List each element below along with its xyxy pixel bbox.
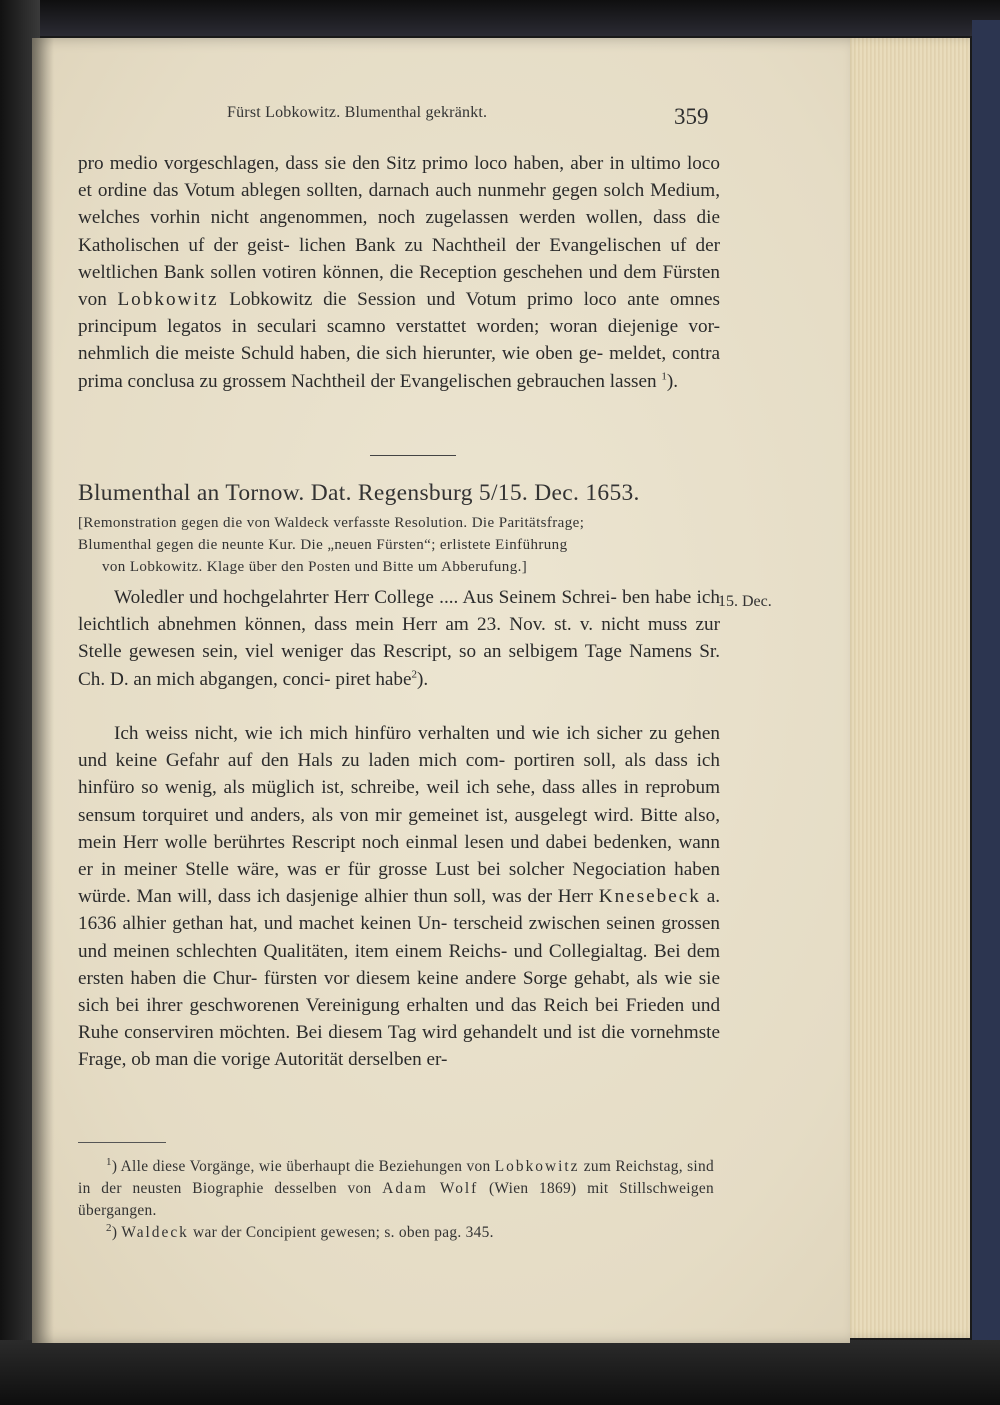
text-line: und Ruhe conserviren möchten. Bei diesem Tag wird gehandelt und — [78, 995, 721, 1044]
text-line: meldet, contra prima conclusa zu grossem Nachtheil der Evangelischen — [78, 343, 720, 392]
text-line: haben würde. Man will, dass ich dasjenige alhier thun soll, was der — [78, 859, 720, 908]
footnotes — [78, 1156, 714, 1244]
footnote-text: war der Concipient gewesen; s. oben pag. 345. — [193, 1224, 494, 1241]
book-cover-right — [972, 20, 1000, 1350]
text-line: weil ich sehe, dass alles in reprobum sensum torquiret und anders, — [78, 777, 720, 826]
text-end: ). — [417, 668, 429, 690]
text-line: nunmehr gegen solch Medium, welches vorhin nicht angenommen, — [78, 180, 720, 229]
text-line: noch zugelassen werden wollen, dass die Katholischen uf der geist- — [78, 207, 720, 256]
letter-abstract — [78, 512, 724, 578]
footnote-divider — [78, 1142, 166, 1143]
footnote-text: ) — [111, 1224, 118, 1241]
text-line: nehmlich die meiste Schuld haben, die sich hierunter, wie oben ge- — [78, 343, 604, 365]
letter-heading: Blumenthal an Tornow. Dat. Regensburg 5/15. Dec. 1653. — [78, 480, 640, 506]
footnote-ref: 2 — [411, 668, 418, 681]
footnote-marker: 1 — [106, 1155, 112, 1168]
text-line: als von mir gemeinet ist, ausgelegt wird. Bitte also, mein Herr wolle — [78, 804, 720, 853]
footnote-1 — [78, 1156, 714, 1222]
text-end: ). — [666, 370, 679, 392]
spaced-name: Adam Wolf — [382, 1180, 479, 1197]
text-line: Woledler und hochgelahrter Herr College .... Aus Seinem Schrei- — [114, 587, 617, 608]
page-number: 359 — [674, 104, 709, 129]
text-line: ben habe ich leichtlich abnehmen können, dass mein Herr am 23. Nov. — [78, 587, 720, 636]
continuation-paragraph — [78, 150, 720, 395]
running-head: Fürst Lobkowitz. Blumenthal gekränkt. — [227, 104, 488, 121]
letter-paragraph-2 — [78, 720, 720, 1074]
text-line: in meiner Stelle wäre, was er für grosse Lust bei solcher Negociation — [100, 859, 667, 881]
margin-date: 15. Dec. — [718, 593, 772, 610]
spaced-name: Lobkowitz — [494, 1158, 580, 1175]
text-line: portiren soll, als dass ich hinfüro so wenig, als müglich ist, schreibe, — [78, 750, 721, 799]
spaced-name: Knesebeck — [598, 886, 701, 908]
text-line: Herr — [557, 886, 593, 908]
text-line: ist die vornehmste Frage, ob man die vorige Autorität derselben er- — [78, 1022, 721, 1071]
spaced-name: Waldeck — [121, 1224, 189, 1241]
footnote-text: (Wien 1869) mit Stillschweigen übergangen. — [78, 1180, 715, 1219]
text-line: in ultimo loco et ordine das Votum ablegen sollten, darnach auch — [78, 153, 720, 202]
text-line: fürsten vor diesem keine andere Sorge gehabt, als wie sie sich bei — [78, 967, 721, 1017]
page-edges — [840, 38, 970, 1338]
text-line: sicher zu gehen und keine Gefahr auf den Hals zu laden mich com- — [78, 723, 721, 772]
footnote-2 — [78, 1222, 714, 1244]
gutter-shadow — [32, 38, 54, 1343]
text-line: terscheid zwischen seinen grossen und meinen schlechten Qualitäten, — [78, 913, 720, 962]
text-line: sollen votiren können, die Reception geschehen und dem Fürsten von — [78, 261, 721, 311]
text-line: gebrauchen lassen — [516, 370, 657, 392]
text-line: Ich weiss nicht, wie ich mich hinfüro verhalten und wie ich — [114, 723, 590, 744]
text-line: item einem Reichs- und Collegialtag. Bei dem ersten haben die Chur- — [78, 940, 721, 989]
book-page — [32, 38, 850, 1343]
footnote-text: zum Reichstag, sind in der neusten Biographie desselben von — [78, 1158, 714, 1197]
text-line: berührtes Rescript noch einmal lesen und dabei bedenken, wann er — [78, 831, 720, 881]
letter-paragraph-1 — [78, 584, 720, 693]
text-line: Lobkowitz die Session und Votum primo loco ante omnes principum — [78, 289, 721, 338]
text-line: lichen Bank zu Nachtheil der Evangelischen uf der weltlichen Bank — [78, 234, 720, 283]
book-cover-top — [0, 0, 1000, 36]
footnote-marker: 2 — [106, 1221, 112, 1234]
section-divider — [370, 455, 456, 456]
text-line: so an selbigem Tage Namens Sr. Ch. D. an mich abgangen, conci- — [78, 641, 720, 690]
abstract-line: von Lobkowitz. Klage über den Posten und Bitte um Abberufung.] — [102, 559, 528, 575]
spaced-name: Lobkowitz — [117, 289, 219, 311]
book-cover-bottom — [0, 1340, 1000, 1405]
text-line: pro medio vorgeschlagen, dass sie den Sitz primo loco haben, aber — [78, 153, 604, 174]
text-line: piret habe — [335, 668, 412, 690]
text-line: st. v. nicht muss zur Stelle gewesen sein, viel weniger das Rescript, — [78, 614, 720, 663]
abstract-line: Blumenthal gegen die neunte Kur. Die „neuen Fürsten“; erlistete Einführung — [78, 537, 568, 553]
abstract-line: [Remonstration gegen die von Waldeck verfasste Resolution. Die Paritätsfrage; — [78, 515, 585, 531]
footnote-ref: 1 — [661, 370, 667, 383]
footnote-text: ) Alle diese Vorgänge, wie überhaupt die Beziehungen von — [111, 1158, 491, 1175]
text-line: a. 1636 alhier gethan hat, und machet keinen Un- — [78, 886, 721, 935]
text-line: ihrer geschworenen Vereinigung erhalten und das Reich bei Frieden — [146, 995, 685, 1017]
text-line: legatos in seculari scamno verstattet worden; woran diejenige vor- — [167, 316, 720, 338]
